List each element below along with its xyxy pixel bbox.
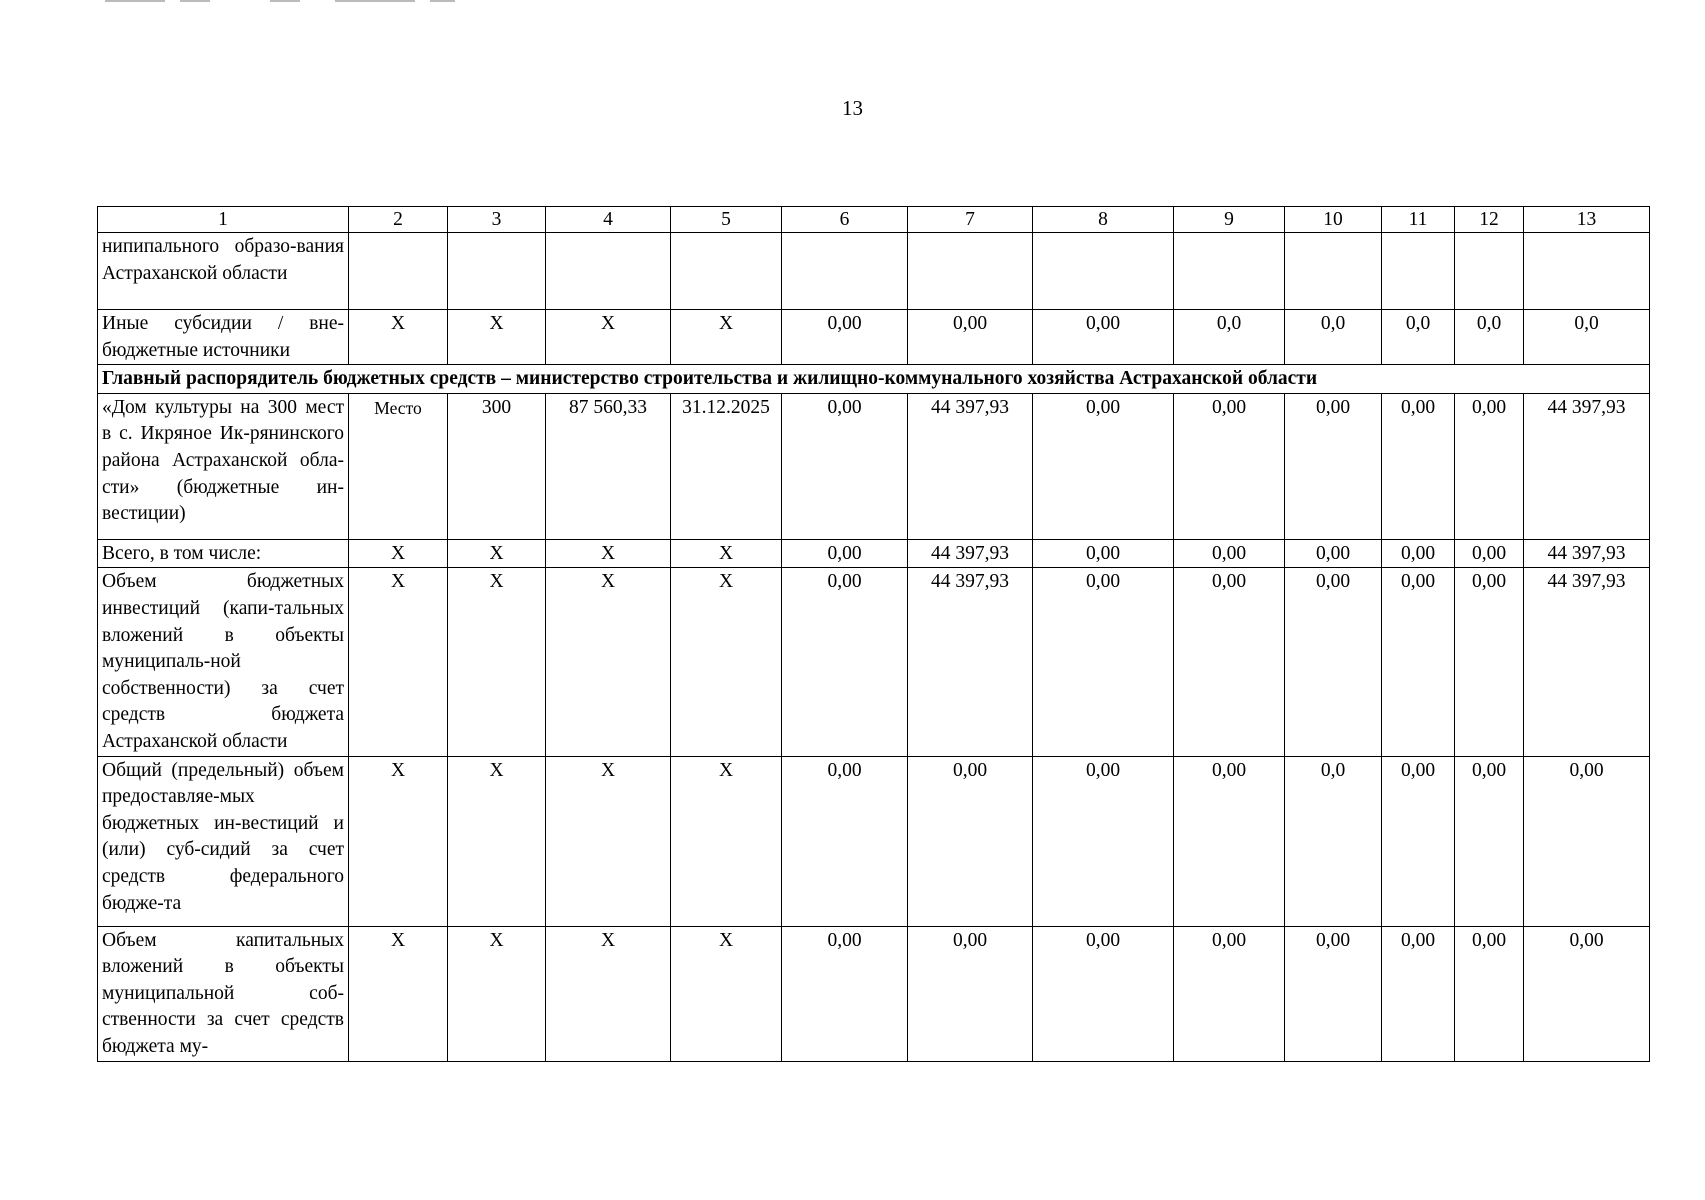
value-cell-col-13: 0,0 — [1524, 310, 1650, 365]
value-cell-col-7: 0,00 — [908, 756, 1033, 926]
value-cell-col-11: 0,00 — [1382, 926, 1455, 1061]
table-row — [98, 926, 1650, 1061]
value-cell-col-13: 0,00 — [1524, 756, 1650, 926]
value-cell-col-9 — [1174, 233, 1285, 310]
value-cell-col-10: 0,0 — [1285, 756, 1382, 926]
value-cell-col-7: 44 397,93 — [908, 568, 1033, 756]
value-cell-col-8: 0,00 — [1033, 310, 1174, 365]
value-cell-col-11: 0,00 — [1382, 756, 1455, 926]
value-cell-col-10: 0,00 — [1285, 926, 1382, 1061]
value-cell-col-2: X — [349, 539, 448, 568]
table-row — [98, 310, 1650, 365]
value-cell-col-5: X — [671, 310, 782, 365]
page-number: 13 — [842, 96, 863, 120]
value-cell-col-7: 44 397,93 — [908, 393, 1033, 539]
value-cell-col-10 — [1285, 233, 1382, 310]
value-cell-col-13: 44 397,93 — [1524, 539, 1650, 568]
value-cell-col-8: 0,00 — [1033, 539, 1174, 568]
table-row — [98, 539, 1650, 568]
value-cell-col-11: 0,00 — [1382, 539, 1455, 568]
column-header-4: 4 — [546, 207, 671, 233]
value-cell-col-13 — [1524, 233, 1650, 310]
column-header-12: 12 — [1455, 207, 1524, 233]
row-label-cell: Объем капитальных вложений в объекты муниципальной соб-ственности за счет средств бюджета му- — [98, 926, 349, 1061]
value-cell-col-4: X — [546, 756, 671, 926]
value-cell-col-3: X — [448, 539, 546, 568]
value-cell-col-9: 0,00 — [1174, 393, 1285, 539]
value-cell-col-3: X — [448, 756, 546, 926]
data-table — [97, 206, 1650, 1062]
value-cell-col-12: 0,0 — [1455, 310, 1524, 365]
value-cell-col-3: X — [448, 926, 546, 1061]
column-header-11: 11 — [1382, 207, 1455, 233]
value-cell-col-8: 0,00 — [1033, 568, 1174, 756]
value-cell-col-13: 0,00 — [1524, 926, 1650, 1061]
value-cell-col-6: 0,00 — [782, 393, 908, 539]
table-body — [98, 207, 1650, 1062]
value-cell-col-2: Место — [349, 393, 448, 539]
value-cell-col-2: X — [349, 926, 448, 1061]
value-cell-col-2: X — [349, 756, 448, 926]
value-cell-col-9: 0,00 — [1174, 539, 1285, 568]
value-cell-col-4 — [546, 233, 671, 310]
value-cell-col-5: X — [671, 926, 782, 1061]
column-header-3: 3 — [448, 207, 546, 233]
value-cell-col-7 — [908, 233, 1033, 310]
value-cell-col-12: 0,00 — [1455, 393, 1524, 539]
value-cell-col-6 — [782, 233, 908, 310]
value-cell-col-4: X — [546, 539, 671, 568]
value-cell-col-7: 0,00 — [908, 926, 1033, 1061]
value-cell-col-5 — [671, 233, 782, 310]
value-cell-col-12: 0,00 — [1455, 568, 1524, 756]
value-cell-col-8: 0,00 — [1033, 393, 1174, 539]
table-row — [98, 568, 1650, 756]
value-cell-col-5: X — [671, 756, 782, 926]
value-cell-col-7: 44 397,93 — [908, 539, 1033, 568]
value-cell-col-2: X — [349, 310, 448, 365]
value-cell-col-13: 44 397,93 — [1524, 568, 1650, 756]
value-cell-col-10: 0,00 — [1285, 568, 1382, 756]
column-header-8: 8 — [1033, 207, 1174, 233]
value-cell-col-6: 0,00 — [782, 539, 908, 568]
value-cell-col-11: 0,00 — [1382, 393, 1455, 539]
table-row — [98, 756, 1650, 926]
column-header-7: 7 — [908, 207, 1033, 233]
row-label-cell: «Дом культуры на 300 мест в с. Икряное Ик-рянинского района Астраханской обла-сти» (бюджетные ин-вестиции) — [98, 393, 349, 539]
value-cell-col-2: X — [349, 568, 448, 756]
value-cell-col-7: 0,00 — [908, 310, 1033, 365]
value-cell-col-3: 300 — [448, 393, 546, 539]
value-cell-col-12 — [1455, 233, 1524, 310]
value-cell-col-6: 0,00 — [782, 568, 908, 756]
value-cell-col-6: 0,00 — [782, 310, 908, 365]
table-header-row — [98, 207, 1650, 233]
value-cell-col-13: 44 397,93 — [1524, 393, 1650, 539]
value-cell-col-2 — [349, 233, 448, 310]
value-cell-col-9: 0,00 — [1174, 568, 1285, 756]
column-header-13: 13 — [1524, 207, 1650, 233]
value-cell-col-6: 0,00 — [782, 926, 908, 1061]
value-cell-col-9: 0,00 — [1174, 926, 1285, 1061]
column-header-1: 1 — [98, 207, 349, 233]
value-cell-col-3: X — [448, 310, 546, 365]
value-cell-col-3: X — [448, 568, 546, 756]
row-label-cell: Объем бюджетных инвестиций (капи-тальных вложений в объекты муниципаль-ной собственности) за счет средств бюджета Астраханской области — [98, 568, 349, 756]
section-header-row — [98, 365, 1650, 394]
value-cell-col-3 — [448, 233, 546, 310]
row-label-cell: Общий (предельный) объем предоставляе-мых бюджетных ин-вестиций и (или) суб-сидий за счет средств федерального бюдже-та — [98, 756, 349, 926]
value-cell-col-8: 0,00 — [1033, 756, 1174, 926]
column-header-5: 5 — [671, 207, 782, 233]
column-header-6: 6 — [782, 207, 908, 233]
value-cell-col-11 — [1382, 233, 1455, 310]
value-cell-col-9: 0,0 — [1174, 310, 1285, 365]
column-header-9: 9 — [1174, 207, 1285, 233]
value-cell-col-11: 0,0 — [1382, 310, 1455, 365]
row-label-cell: нипипального образо-вания Астраханской области — [98, 233, 349, 310]
value-cell-col-4: X — [546, 568, 671, 756]
value-cell-col-5: X — [671, 568, 782, 756]
table-row — [98, 233, 1650, 310]
row-label-cell: Всего, в том числе: — [98, 539, 349, 568]
value-cell-col-12: 0,00 — [1455, 539, 1524, 568]
value-cell-col-11: 0,00 — [1382, 568, 1455, 756]
value-cell-col-8 — [1033, 233, 1174, 310]
value-cell-col-6: 0,00 — [782, 756, 908, 926]
row-label-cell: Иные субсидии / вне-бюджетные источники — [98, 310, 349, 365]
column-header-10: 10 — [1285, 207, 1382, 233]
value-cell-col-9: 0,00 — [1174, 756, 1285, 926]
column-header-2: 2 — [349, 207, 448, 233]
value-cell-col-12: 0,00 — [1455, 926, 1524, 1061]
section-header-cell: Главный распорядитель бюджетных средств – министерство строительства и жилищно-коммунального хозяйства Астраханской области — [98, 365, 1650, 394]
value-cell-col-8: 0,00 — [1033, 926, 1174, 1061]
value-cell-col-5: 31.12.2025 — [671, 393, 782, 539]
value-cell-col-4: 87 560,33 — [546, 393, 671, 539]
value-cell-col-10: 0,0 — [1285, 310, 1382, 365]
value-cell-col-4: X — [546, 310, 671, 365]
value-cell-col-5: X — [671, 539, 782, 568]
value-cell-col-10: 0,00 — [1285, 393, 1382, 539]
value-cell-col-12: 0,00 — [1455, 756, 1524, 926]
value-cell-col-10: 0,00 — [1285, 539, 1382, 568]
scan-artifact — [105, 0, 505, 3]
table-row — [98, 393, 1650, 539]
value-cell-col-4: X — [546, 926, 671, 1061]
